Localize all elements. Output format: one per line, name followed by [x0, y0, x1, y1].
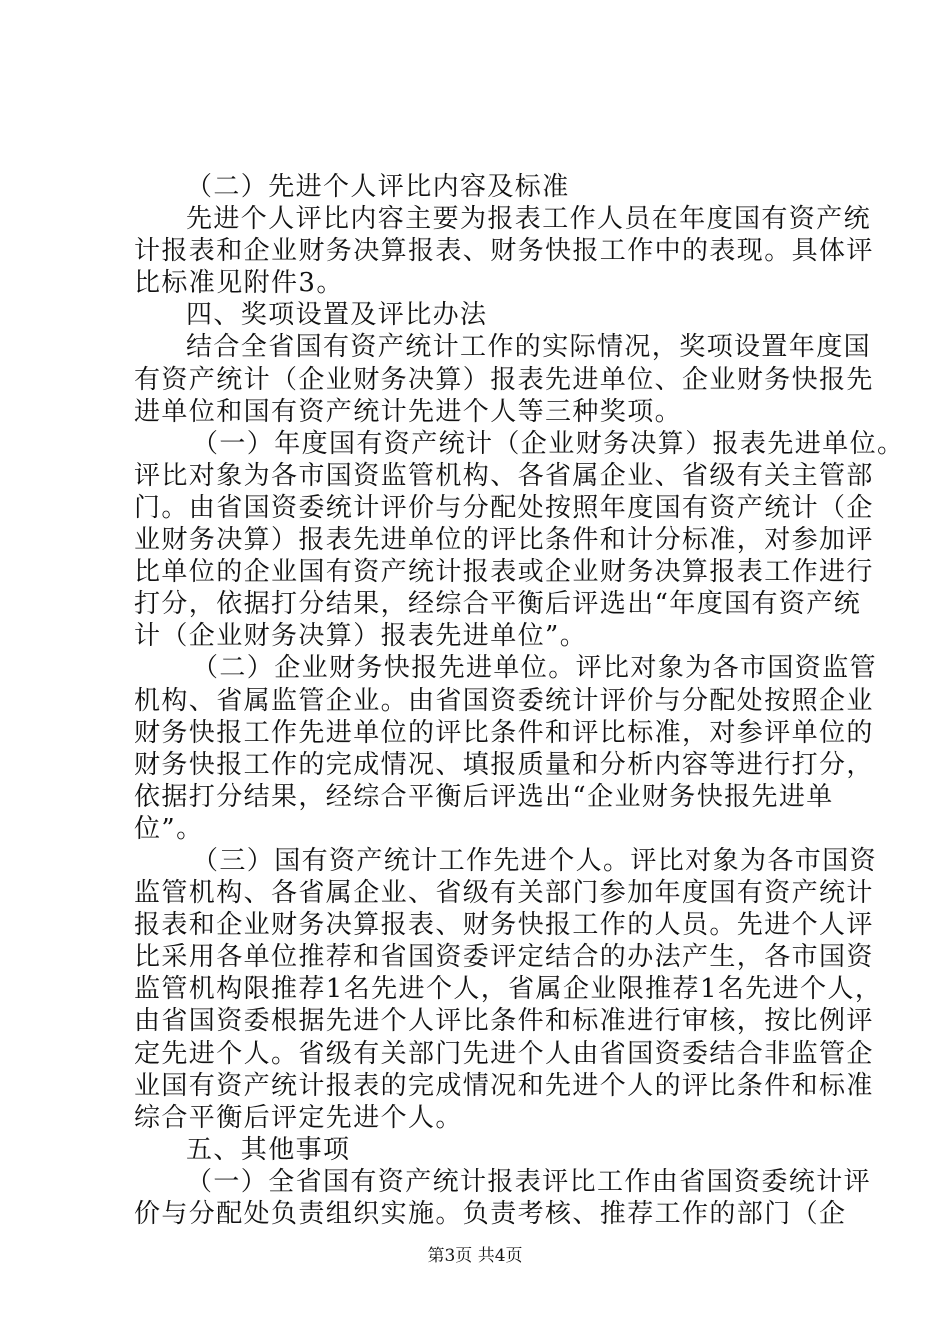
text-line: 比标准见附件3。 [134, 268, 344, 299]
text-line: （二）先进个人评比内容及标准 [186, 172, 570, 202]
text-line: 五、其他事项 [186, 1134, 351, 1165]
text-line: 监管机构、各省属企业、省级有关部门参加年度国有资产统计 [134, 878, 874, 909]
text-line: 财务快报工作的完成情况、填报质量和分析内容等进行打分， [134, 749, 874, 780]
text-line: 机构、省属监管企业。由省国资委统计评价与分配处按照企业 [134, 685, 874, 716]
text-line: 进单位和国有资产统计先进个人等三种奖项。 [134, 396, 683, 427]
text-line: 比采用各单位推荐和省国资委评定结合的办法产生，各市国资 [134, 942, 874, 973]
text-line: 业财务决算）报表先进单位的评比条件和计分标准，对参加评 [134, 525, 874, 556]
text-line: （三）国有资产统计工作先进个人。评比对象为各市国资 [192, 845, 878, 876]
text-line: 门。由省国资委统计评价与分配处按照年度国有资产统计（企 [134, 492, 874, 523]
text-line: 定先进个人。省级有关部门先进个人由省国资委结合非监管企 [134, 1038, 874, 1069]
text-line: 评比对象为各市国资监管机构、各省属企业、省级有关主管部 [134, 460, 874, 491]
text-line: （一）全省国有资产统计报表评比工作由省国资委统计评 [186, 1166, 872, 1197]
text-line: 四、奖项设置及评比办法 [186, 300, 488, 331]
text-line: 计报表和企业财务决算报表、财务快报工作中的表现。具体评 [134, 236, 874, 267]
text-line: 位”。 [134, 813, 204, 844]
text-line: 依据打分结果，经综合平衡后评选出“企业财务快报先进单 [134, 781, 834, 812]
text-line: （一）年度国有资产统计（企业财务决算）报表先进单位。 [192, 428, 905, 459]
page-footer: 第3页 共4页 [427, 1246, 523, 1266]
document-body [134, 171, 905, 1230]
text-line: 打分，依据打分结果，经综合平衡后评选出“年度国有资产统 [134, 589, 862, 620]
text-line: 监管机构限推荐1名先进个人，省属企业限推荐1名先进个人， [134, 974, 883, 1005]
text-line: 财务快报工作先进单位的评比条件和评比标准，对参评单位的 [134, 717, 874, 748]
text-line: 由省国资委根据先进个人评比条件和标准进行审核，按比例评 [134, 1006, 874, 1037]
text-line: 综合平衡后评定先进个人。 [134, 1102, 463, 1133]
text-line: 先进个人评比内容主要为报表工作人员在年度国有资产统 [186, 204, 872, 235]
text-line: 计（企业财务决算）报表先进单位”。 [134, 621, 588, 652]
text-line: 报表和企业财务决算报表、财务快报工作的人员。先进个人评 [134, 910, 874, 941]
text-line: 有资产统计（企业财务决算）报表先进单位、企业财务快报先 [134, 364, 874, 395]
text-line: 业国有资产统计报表的完成情况和先进个人的评比条件和标准 [134, 1070, 874, 1101]
text-line: 比单位的企业国有资产统计报表或企业财务决算报表工作进行 [134, 557, 874, 588]
text-line: （二）企业财务快报先进单位。评比对象为各市国资监管 [192, 653, 878, 684]
text-line: 价与分配处负责组织实施。负责考核、推荐工作的部门（企 [134, 1199, 847, 1229]
text-line: 结合全省国有资产统计工作的实际情况，奖项设置年度国 [186, 332, 872, 363]
